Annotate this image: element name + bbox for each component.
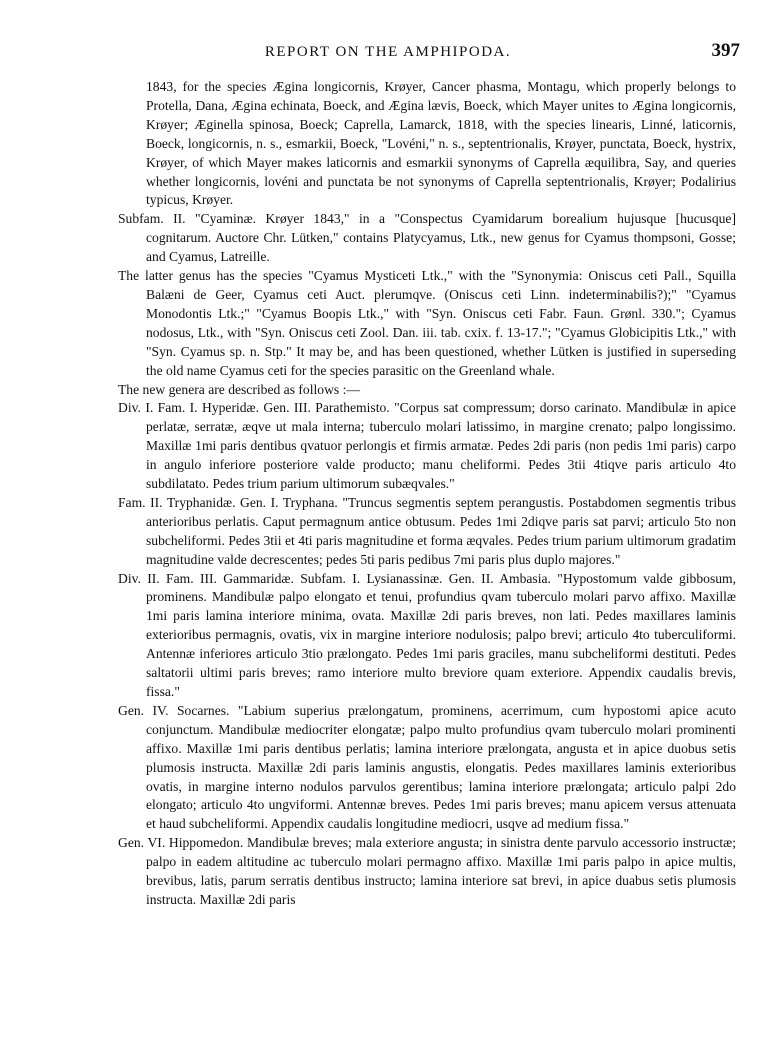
- page-number: 397: [711, 40, 740, 61]
- para-ambasia: Div. II. Fam. III. Gammaridæ. Subfam. I. Lysianassinæ. Gen. II. Ambasia. "Hypostomum valde gibbosum, prominens. Mandibulæ palpo elongato et tenui, profundius qvam tuberculo molari parvo affixo. Maxillæ 1mi paris lamina interiore minima, ovata. Maxillæ 2di paris breves, non lati. Pedes maxillares laminis exterioribus permagnis, ovatis, vix in margine interiore nodulosis; palpo brevi; articulo 4to tuberculiformi. Antennæ inferiores articulo 3tio prælongato. Pedes 1mi paris graciles, manu subcheliformi destituti. Pedes saltatorii ultimi paris breves; ramo interiore multo breviore quam exteriore. Appendix caudalis brevis, fissa.": [118, 570, 736, 699]
- para-hippomedon: Gen. VI. Hippomedon. Mandibulæ breves; mala exteriore angusta; in sinistra dente parvulo accessorio instructæ; palpo in eadem altitudine ac tuberculo molari permagno affixo. Maxillæ 1mi paris palpo in apice multis, brevibus, latis, parum serratis dentibus instructo; lamina interiore sat brevi, in apice duabus setis plumosis instructa. Maxillæ 2di paris: [118, 835, 736, 907]
- para-parathemisto: Div. I. Fam. I. Hyperidæ. Gen. III. Parathemisto. "Corpus sat compressum; dorso carinato. Mandibulæ in apice perlatæ, serratæ, æqve ut mala interna; tuberculo molari latissimo, in margine crenato; palpo longissimo. Maxillæ 1mi paris dentibus qvatuor perlongis et firmis armatæ. Pedes 2di paris (non pedis 1mi paris) carpo in angulo inferiore posteriore valde producto; manu cheliformi. Pedes 3tii 4tiqve paris articulo 4to subdilatato. Pedes trium parium ultimorum subæqvales.": [118, 400, 736, 492]
- page-header: [0, 40, 776, 64]
- para-aegina: 1843, for the species Ægina longicornis, Krøyer, Cancer phasma, Montagu, which properly belongs to Protella, Dana, Ægina echinata, Boeck, and Ægina lævis, Boeck, which Mayer unites to Ægina longicornis, Krøyer; Æginella spinosa, Boeck; Caprella, Lamarck, 1818, with the species linearis, Linné, laticornis, Boeck, longicornis, n. s., esmarkii, Boeck, "Lovéni," n. s., septentrionalis, Krøyer, punctata, Boeck, hystrix, Krøyer, of which Mayer makes laticornis and esmarkii synonyms of Caprella æquilibra, Say, and queries whether longicornis, lovéni and punctata be not synonyms of Caprella septentrionalis, Krøyer; Podalirius typicus, Krøyer.: [146, 79, 736, 208]
- para-latter-genus: The latter genus has the species "Cyamus Mysticeti Ltk.," with the "Synonymia: Oniscus ceti Pall., Squilla Balæni de Geer, Cyamus ceti Auct. plerumqve. (Oniscus ceti Linn. indeterminabilis?);" "Cyamus Monodontis Ltk.;" "Cyamus Boopis Ltk.," with "Syn. Oniscus ceti Fabr. Faun. Grønl. 330."; Cyamus nodosus, Ltk., with "Syn. Oniscus ceti Zool. Dan. iii. tab. cxix. f. 13-17."; "Cyamus Globicipitis Ltk.," with "Syn. Cyamus sp. n. Stp." It may be, and has been questioned, whether Lütken is justified in superseding the old name Cyamus ceti for the species parasitic on the Greenland whale.: [118, 268, 736, 378]
- running-title: REPORT ON THE AMPHIPODA.: [264, 44, 512, 60]
- para-tryphana: Fam. II. Tryphanidæ. Gen. I. Tryphana. "Truncus segmentis septem perangustis. Postabdomen segmentis tribus anterioribus perlatis. Caput permagnum antice obtusum. Pedes 1mi 2diqve paris sat parvi; articulo 5to non subcheliformi. Pedes 3tii et 4ti paris magnitudine et forma æqvales. Pedes trium parium ultimorum gradatim magnitudine valde decrescentes; pedes 5ti paris pedibus 7mi paris plus duplo majores.": [118, 494, 736, 567]
- para-socarnes: Gen. IV. Socarnes. "Labium superius prælongatum, prominens, acerrimum, cum hypostomi apice acuto conjunctum. Mandibulæ mediocriter elongatæ; palpo multo profundius qvam tuberculo molari prominenti affixo. Maxillæ 1mi paris dentibus perlatis; lamina interiore prælongata, angusta et in apice duobus setis plumosis instructa. Maxillæ 2di paris laminis angustis, elongatis. Pedes maxillares laminis exterioribus ovatis, in margine interno nodulos parvulos gerentibus; lamina interiore prælongata; articulo palpi 2do elongato; articulo 4to ungviformi. Antennæ breves. Pedes 1mi paris breves; manu apicem versus attenuata et haud subcheliformi. Appendix caudalis longitudine mediocri, usqve ad medium fissa.": [118, 702, 736, 832]
- para-new-genera: The new genera are described as follows :—: [118, 381, 360, 397]
- para-subfam: Subfam. II. "Cyaminæ. Krøyer 1843," in a "Conspectus Cyamidarum borealium hujusque [hucusque] cognitarum. Auctore Chr. Lütken," contains Platycyamus, Ltk., new genus for Cyamus thompsoni, Gosse; and Cyamus, Latreille.: [118, 211, 736, 265]
- page-body: [118, 78, 736, 910]
